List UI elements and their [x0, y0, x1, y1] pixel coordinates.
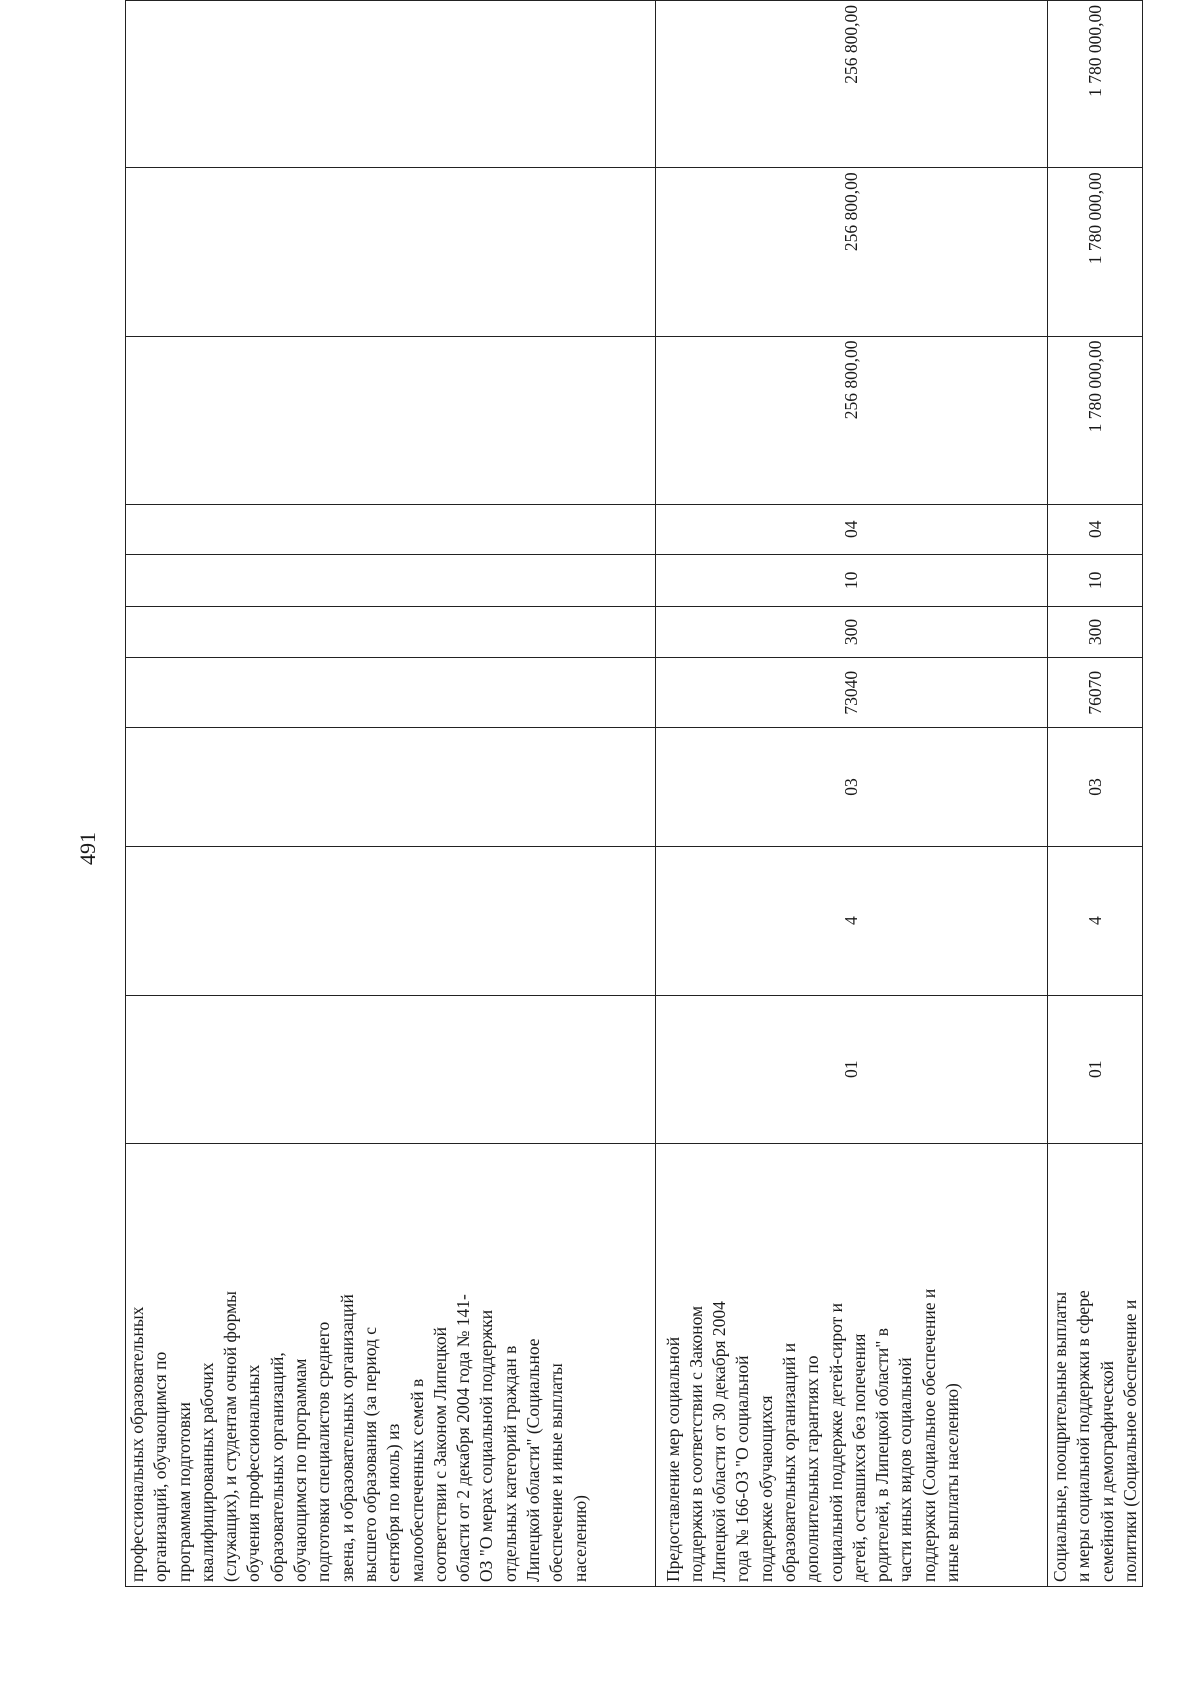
code-cell: 03 — [656, 728, 1048, 846]
amount-cell — [126, 336, 656, 504]
page-number: 491 — [75, 832, 100, 865]
code-cell: 01 — [656, 995, 1048, 1143]
code-cell — [126, 504, 656, 554]
code-cell — [126, 995, 656, 1143]
amount-cell: 256 800,00 — [656, 168, 1048, 336]
code-cell — [126, 554, 656, 606]
description-cell: профессиональных образовательных организаций, обучающимся по программам подготовки квалифицированных рабочих (служащих), и студентам очной формы обучения профессиональных образовательных организаций, обучающимся по программам подготовки специалистов среднего звена, и образовательных организаций высшего образования (за период с сентября по июль) из малообеспеченных семей в соответствии с Законом Липецкой области от 2 декабря 2004 года № 141- ОЗ "О мерах социальной поддержки отдельных категорий граждан в Липецкой области" (Социальное обеспечение и иные выплаты населению) — [126, 1143, 656, 1586]
amount-cell: 1 780 000,00 — [1048, 336, 1143, 504]
code-cell — [126, 728, 656, 846]
amount-cell: 1 780 000,00 — [1048, 1, 1143, 168]
code-cell: 10 — [1048, 554, 1143, 606]
amount-cell — [126, 1, 656, 168]
code-cell: 73040 — [656, 658, 1048, 728]
amount-cell: 256 800,00 — [656, 1, 1048, 168]
code-cell: 03 — [1048, 728, 1143, 846]
code-cell: 01 — [1048, 995, 1143, 1143]
code-cell: 76070 — [1048, 658, 1143, 728]
amount-cell — [126, 168, 656, 336]
code-cell — [126, 846, 656, 995]
budget-table — [125, 0, 1143, 1587]
code-cell — [126, 606, 656, 657]
table-row — [1048, 1, 1143, 1587]
code-cell: 04 — [656, 504, 1048, 554]
code-cell: 4 — [1048, 846, 1143, 995]
description-cell: Предоставление мер социальной поддержки в соответствии с Законом Липецкой области от 30 декабря 2004 года № 166-ОЗ "О социальной поддержке обучающихся образовательных организаций и дополнительных гарантиях по социальной поддержке детей-сирот и детей, оставшихся без попечения родителей, в Липецкой области" в части иных видов социальной поддержки (Социальное обеспечение и иные выплаты населению) — [656, 1143, 1048, 1586]
table-row — [126, 1, 656, 1587]
amount-cell: 256 800,00 — [656, 336, 1048, 504]
description-cell: Социальные, поощрительные выплаты и меры социальной поддержки в сфере семейной и демографической политики (Социальное обеспечение и — [1048, 1143, 1143, 1586]
code-cell: 300 — [1048, 606, 1143, 657]
code-cell: 04 — [1048, 504, 1143, 554]
code-cell — [126, 658, 656, 728]
table-row — [656, 1, 1048, 1587]
code-cell: 10 — [656, 554, 1048, 606]
code-cell: 300 — [656, 606, 1048, 657]
amount-cell: 1 780 000,00 — [1048, 168, 1143, 336]
code-cell: 4 — [656, 846, 1048, 995]
